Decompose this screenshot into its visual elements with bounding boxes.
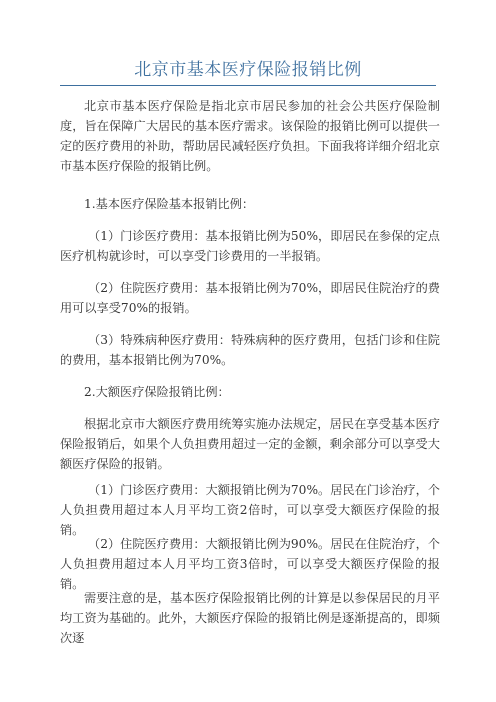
section1-item-inpatient: （2）住院医疗费用：基本报销比例为70%，即居民住院治疗的费用可以享受70%的报销。	[60, 281, 440, 315]
section1-item-outpatient: （1）门诊医疗费用：基本报销比例为50%，即居民在参保的定点医疗机构就诊时，可以享受门诊费用的一半报销。	[60, 229, 440, 263]
section1-heading: 1.基本医疗保险基本报销比例：	[84, 197, 255, 211]
note-paragraph: 需要注意的是，基本医疗保险报销比例的计算是以参保居民的月平均工资为基础的。此外，大额医疗保险的报销比例是逐渐提高的，即频次逐	[60, 591, 440, 645]
title-underline	[60, 85, 436, 86]
intro-paragraph: 北京市基本医疗保险是指北京市居民参加的社会公共医疗保险制度，旨在保障广大居民的基本医疗需求。该保险的报销比例可以提供一定的医疗费用的补助，帮助居民减轻医疗负担。下面我将详细介绍北京市基本医疗保险的报销比例。	[60, 99, 440, 173]
section1-item-special: （3）特殊病种医疗费用：特殊病种的医疗费用，包括门诊和住院的费用，基本报销比例为70%。	[60, 333, 440, 367]
section2-intro: 根据北京市大额医疗费用统筹实施办法规定，居民在享受基本医疗保险报销后，如果个人负担费用超过一定的金额，剩余部分可以享受大额医疗保险的报销。	[60, 417, 440, 471]
document-title: 北京市基本医疗保险报销比例	[134, 60, 362, 80]
section2-item-outpatient: （1）门诊医疗费用：大额报销比例为70%。居民在门诊治疗，个人负担费用超过本人月平均工资2倍时，可以享受大额医疗保险的报销。	[60, 483, 440, 537]
section2-heading: 2.大额医疗保险报销比例：	[84, 385, 230, 399]
section2-item-inpatient: （2）住院医疗费用：大额报销比例为90%。居民在住院治疗，个人负担费用超过本人月平均工资3倍时，可以享受大额医疗保险的报销。	[60, 537, 440, 591]
